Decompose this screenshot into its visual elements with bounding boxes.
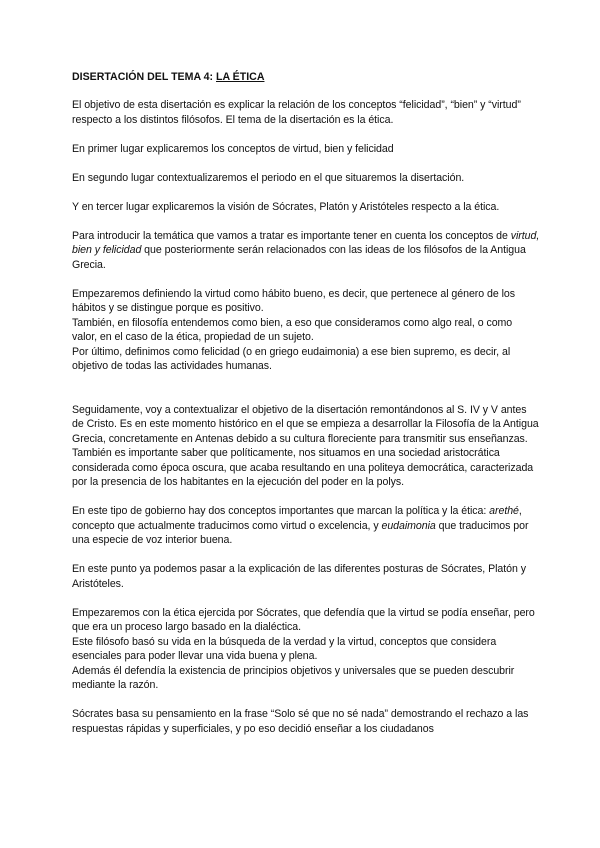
paragraph-intro: El objetivo de esta disertación es explicar la relación de los conceptos “felicidad”, “bien” y “virtud” respecto a los distintos filósofos. El tema de la disertación es la ética. xyxy=(72,99,521,126)
concepts-text-b: que posteriormente serán relacionados con las ideas de los filósofos de la Antigua Grecia. xyxy=(72,244,526,271)
paragraph-politica: También es importante saber que políticamente, nos situamos en una sociedad aristocrática considerada como época oscura, que acaba resultando en una politeya democrática, caracterizada por la presencia de los habitantes en la ejecución del poder en la polys. xyxy=(72,447,534,488)
paragraph-gobierno xyxy=(72,504,540,548)
document-title xyxy=(72,70,540,84)
paragraph-socrates-4: Sócrates basa su pensamiento en la frase “Solo sé que no sé nada” demostrando el rechazo a las respuestas rápidas y superficiales, y po eso decidió enseñar a los ciudadanos xyxy=(72,708,529,735)
paragraph-posturas: En este punto ya podemos pasar a la explicación de las diferentes posturas de Sócrates, Platón y Aristóteles. xyxy=(72,563,526,590)
gobierno-emphasis-arethe: arethé xyxy=(489,505,519,517)
gobierno-text-b: , concepto que actualmente traducimos como virtud o excelencia, y xyxy=(72,505,522,532)
title-underlined: LA ÉTICA xyxy=(216,71,265,83)
paragraph-first: En primer lugar explicaremos los conceptos de virtud, bien y felicidad xyxy=(72,142,394,155)
paragraph-felicidad: Por último, definimos como felicidad (o en griego eudaimonia) a ese bien supremo, es decir, al objetivo de todas las actividades humanas. xyxy=(72,345,511,372)
paragraph-contexto: Seguidamente, voy a contextualizar el objetivo de la disertación remontándonos al S. IV y V antes de Cristo. Es en este momento histórico en el que se empieza a desarrollar la Filosofía de la Antigua Grecia, concretamente en Antenas debido a su cultura floreciente para transmitir sus enseñanzas. xyxy=(72,403,539,445)
paragraph-virtud: Empezaremos definiendo la virtud como hábito bueno, es decir, que pertenece al género de los hábitos y se distingue porque es positivo. xyxy=(72,287,515,314)
paragraph-socrates-2: Este filósofo basó su vida en la búsqueda de la verdad y la virtud, conceptos que considera esenciales para poder llevar una vida buena y plena. xyxy=(72,635,497,662)
paragraph-bien: También, en filosofía entendemos como bien, a eso que consideramos como algo real, o como valor, en el caso de la ética, propiedad de un sujeto. xyxy=(72,316,513,343)
paragraph-socrates-1: Empezaremos con la ética ejercida por Sócrates, que defendía que la virtud se podía enseñar, pero que era un proceso largo basado en la dialéctica. xyxy=(72,606,535,633)
gobierno-emphasis-eudaimonia: eudaimonia xyxy=(381,519,436,532)
paragraph-second: En segundo lugar contextualizaremos el periodo en el que situaremos la disertación. xyxy=(72,171,465,184)
concepts-emphasis: virtud, bien y felicidad xyxy=(72,229,540,256)
paragraph-third: Y en tercer lugar explicaremos la visión de Sócrates, Platón y Aristóteles respecto a la ética. xyxy=(72,200,500,213)
gobierno-text-c: que traducimos por una especie de voz interior buena. xyxy=(72,519,529,546)
paragraph-concepts xyxy=(72,229,540,273)
paragraph-socrates-3: Además él defendía la existencia de principios objetivos y universales que se pueden descubrir mediante la razón. xyxy=(72,664,515,691)
gobierno-text-a: En este tipo de gobierno hay dos conceptos importantes que marcan la política y la ética: xyxy=(72,505,490,517)
concepts-text-a: Para introducir la temática que vamos a tratar es importante tener en cuenta los conceptos de xyxy=(72,229,511,242)
title-prefix: DISERTACIÓN DEL TEMA 4: xyxy=(72,71,217,83)
